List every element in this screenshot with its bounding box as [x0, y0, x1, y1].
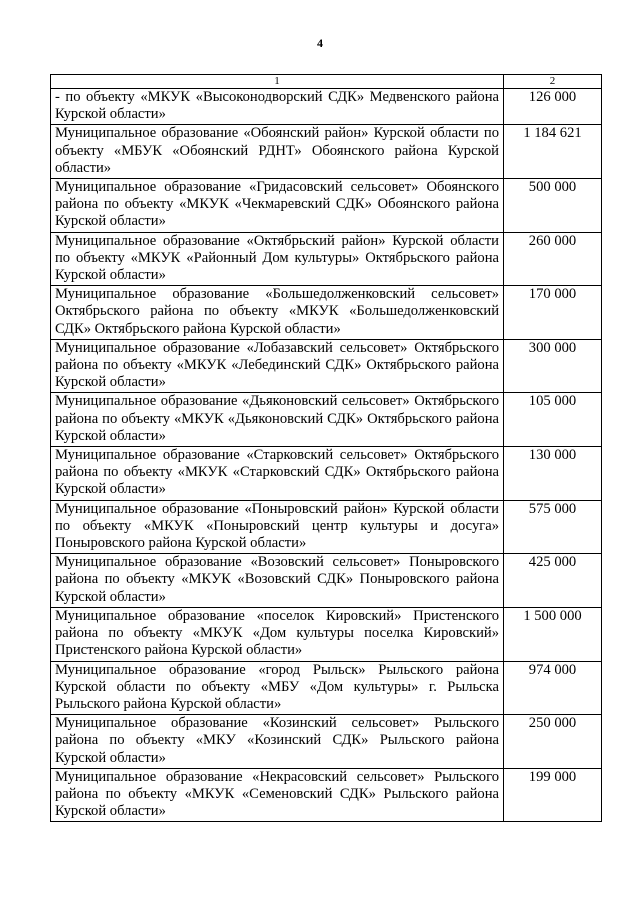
- row-amount: 425 000: [504, 554, 602, 608]
- table-row: [51, 500, 602, 554]
- row-description: Муниципальное образование «Гридасовский сельсовет» Обоянского района по объекту «МКУК «Чекмаревский СДК» Обоянского района Курской области»: [51, 179, 504, 233]
- row-amount: 500 000: [504, 179, 602, 233]
- row-amount: 105 000: [504, 393, 602, 447]
- row-description: Муниципальное образование «Козинский сельсовет» Рыльского района по объекту «МКУ «Козинский СДК» Рыльского района Курской области»: [51, 715, 504, 769]
- row-description: Муниципальное образование «Обоянский район» Курской области по объекту «МБУК «Обоянский РДНТ» Обоянского района Курской области»: [51, 125, 504, 179]
- row-description: - по объекту «МКУК «Высоконодворский СДК» Медвенского района Курской области»: [51, 89, 504, 125]
- table-row: [51, 661, 602, 715]
- column-header-description: 1: [51, 75, 504, 89]
- table-row: [51, 447, 602, 501]
- row-amount: 260 000: [504, 232, 602, 286]
- row-description: Муниципальное образование «Возовский сельсовет» Поныровского района по объекту «МКУК «Возовский СДК» Поныровского района Курской области»: [51, 554, 504, 608]
- row-amount: 250 000: [504, 715, 602, 769]
- row-amount: 170 000: [504, 286, 602, 340]
- table-row: [51, 768, 602, 822]
- page-number: 4: [317, 36, 323, 50]
- row-amount: 199 000: [504, 768, 602, 822]
- row-description: Муниципальное образование «Поныровский район» Курской области по объекту «МКУК «Поныровский центр культуры и досуга» Поныровского района Курской области»: [51, 500, 504, 554]
- table-row: [51, 715, 602, 769]
- table-row: [51, 393, 602, 447]
- row-description: Муниципальное образование «Дьяконовский сельсовет» Октябрьского района по объекту «МКУК «Дьяконовский СДК» Октябрьского района Курской области»: [51, 393, 504, 447]
- row-amount: 1 184 621: [504, 125, 602, 179]
- row-amount: 575 000: [504, 500, 602, 554]
- table-row: [51, 89, 602, 125]
- table-row: [51, 232, 602, 286]
- row-description: Муниципальное образование «поселок Кировский» Пристенского района по объекту «МКУК «Дом культуры поселка Кировский» Пристенского района Курской области»: [51, 607, 504, 661]
- row-description: Муниципальное образование «Лобазавский сельсовет» Октябрьского района по объекту «МКУК «Лебединский СДК» Октябрьского района Курской области»: [51, 339, 504, 393]
- row-amount: 300 000: [504, 339, 602, 393]
- row-description: Муниципальное образование «Октябрьский район» Курской области по объекту «МКУК «Районный Дом культуры» Октябрьского района Курской области»: [51, 232, 504, 286]
- table-row: [51, 179, 602, 233]
- table-row: [51, 607, 602, 661]
- row-description: Муниципальное образование «Старковский сельсовет» Октябрьского района по объекту «МКУК «Старковский СДК» Октябрьского района Курской области»: [51, 447, 504, 501]
- row-description: Муниципальное образование «город Рыльск» Рыльского района Курской области по объекту «МБУ «Дом культуры» г. Рыльска Рыльского района Курской области»: [51, 661, 504, 715]
- funding-table: [50, 74, 602, 822]
- row-amount: 974 000: [504, 661, 602, 715]
- row-description: Муниципальное образование «Некрасовский сельсовет» Рыльского района по объекту «МКУК «Семеновский СДК» Рыльского района Курской области»: [51, 768, 504, 822]
- table-row: [51, 125, 602, 179]
- row-amount: 1 500 000: [504, 607, 602, 661]
- table-row: [51, 339, 602, 393]
- table-row: [51, 286, 602, 340]
- row-description: Муниципальное образование «Большедолженковский сельсовет» Октябрьского района по объекту «МКУК «Большедолженковский СДК» Октябрьского района Курской области»: [51, 286, 504, 340]
- table-header-row: [51, 75, 602, 89]
- row-amount: 130 000: [504, 447, 602, 501]
- table-row: [51, 554, 602, 608]
- row-amount: 126 000: [504, 89, 602, 125]
- column-header-amount: 2: [504, 75, 602, 89]
